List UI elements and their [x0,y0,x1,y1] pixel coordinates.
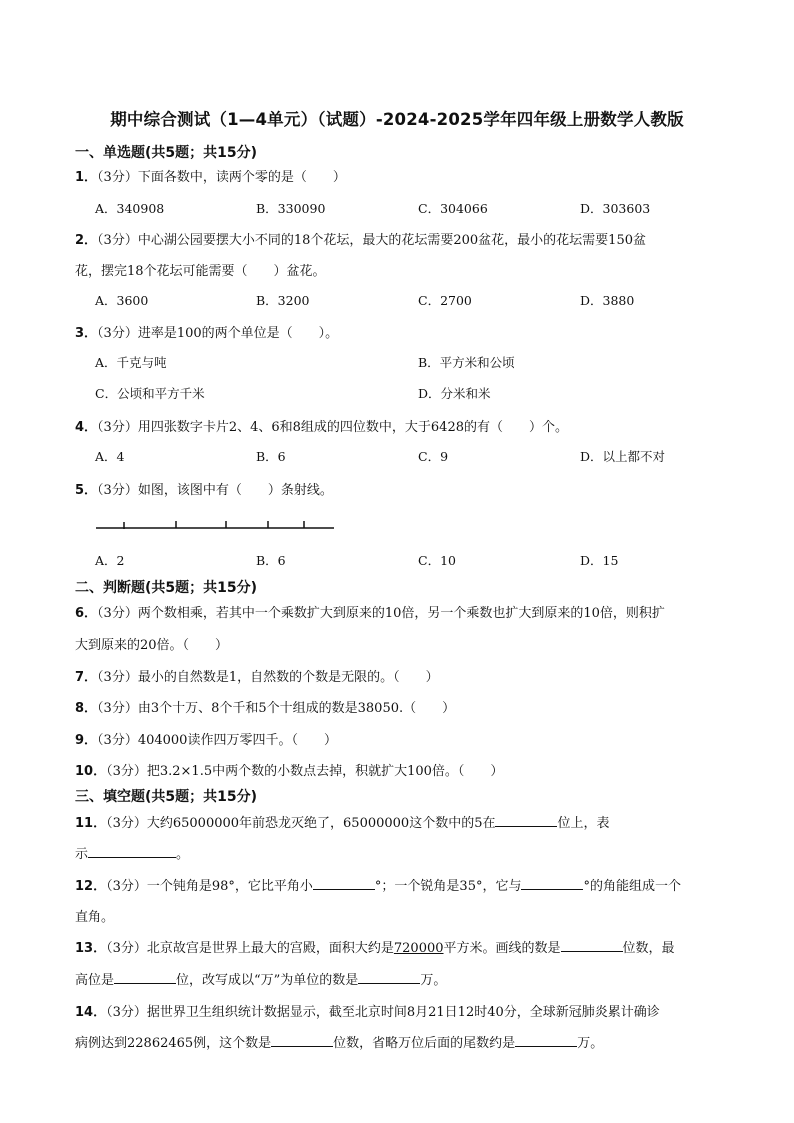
question-number: 8． [75,701,98,716]
question-number: 10． [75,764,107,779]
question-text: （3分）用四张数字卡片2、4、6和8组成的四位数中，大于6428的有（ ）个。 [97,420,568,435]
question-number: 6． [75,606,98,621]
option-c: C．304066 [418,201,488,216]
option-d: D．以上都不对 [580,449,666,464]
question-5 [75,479,333,498]
question-text: °的角能组成一个 [583,879,681,894]
question-text: （3分）如图，该图中有（ ）条射线。 [97,483,333,498]
question-text: 位，改写成以“万”为单位的数是 [176,973,359,988]
question-11 [75,812,610,831]
question-text: °；一个锐角是35°，它与 [374,879,522,894]
question-text: （3分）一个钝角是98°，它比平角小 [106,879,313,894]
question-number: 12． [75,879,107,894]
option-a: A．3600 [95,293,149,308]
question-text: （3分）下面各数中，读两个零的是（ ） [97,170,346,185]
option-d: D．3880 [580,293,635,308]
question-4 [75,416,568,435]
question-number: 9． [75,733,98,748]
question-text: （3分）两个数相乘，若其中一个乘数扩大到原来的10倍，另一个乘数也扩大到原来的10倍，则积扩 [97,606,665,621]
option-b: B．6 [256,553,286,568]
question-14 [75,1001,660,1020]
option-c: C．公顷和平方千米 [95,386,205,401]
option-c: C．9 [418,449,449,464]
question-12 [75,875,681,894]
question-2 [75,229,646,248]
question-text: （3分）把3.2×1.5中两个数的小数点去掉，积就扩大100倍。（ ） [106,764,504,779]
page-title: 期中综合测试（1—4单元）（试题）-2024-2025学年四年级上册数学人教版 [110,110,684,129]
option-b: B．平方米和公顷 [418,355,515,370]
option-d: D．303603 [580,201,651,216]
option-a: A．340908 [95,201,165,216]
question-text: （3分）进率是100的两个单位是（ ）。 [97,326,339,341]
answer-blank[interactable] [88,845,176,858]
option-b: B．330090 [256,201,326,216]
question-text: （3分）中心湖公园要摆大小不同的18个花坛，最大的花坛需要200盆花，最小的花坛需要150盆 [97,233,646,248]
question-text: （3分）北京故宫是世界上最大的宫殿，面积大约是 [106,941,394,956]
question-number: 14． [75,1005,107,1020]
question-number: 3． [75,326,98,341]
question-9 [75,729,337,748]
option-a: A．2 [95,553,125,568]
answer-blank[interactable] [358,971,420,984]
option-c: C．2700 [418,293,472,308]
option-a: A．千克与吨 [95,355,167,370]
question-13-continued [75,969,446,988]
question-text: 。 [176,847,190,862]
question-6-continued: 大到原来的20倍。（ ） [75,638,229,653]
question-number: 11． [75,816,107,831]
question-text: 位数，省略万位后面的尾数约是 [333,1036,516,1051]
question-1 [75,166,346,185]
question-text: 万。 [420,973,447,988]
question-number: 1． [75,170,98,185]
question-text: 万。 [577,1036,604,1051]
question-number: 5． [75,483,98,498]
section-heading-fill-blank: 三、填空题(共5题；共15分) [75,789,258,805]
option-c: C．10 [418,553,456,568]
question-text: （3分）最小的自然数是1，自然数的个数是无限的。（ ） [97,670,439,685]
question-text: 示 [75,847,89,862]
question-14-continued [75,1032,603,1051]
option-d: D．15 [580,553,619,568]
section-heading-true-false: 二、判断题(共5题；共15分) [75,580,258,596]
question-text: 位上，表 [557,816,610,831]
option-d: D．分米和米 [418,386,491,401]
answer-blank[interactable] [495,814,557,827]
ray-figure [92,516,340,536]
answer-blank[interactable] [521,877,583,890]
question-11-continued [75,843,189,862]
answer-blank[interactable] [561,939,623,952]
question-text: （3分）大约65000000年前恐龙灭绝了，65000000这个数中的5在 [106,816,496,831]
answer-blank[interactable] [313,877,375,890]
question-number: 13． [75,941,107,956]
question-number: 4． [75,420,98,435]
question-6 [75,602,665,621]
question-text: 病例达到22862465例，这个数是 [75,1036,272,1051]
question-12-continued: 直角。 [75,910,115,925]
question-text: 高位是 [75,973,115,988]
question-7 [75,666,439,685]
question-10 [75,760,503,779]
option-a: A．4 [95,449,125,464]
question-2-continued: 花，摆完18个花坛可能需要（ ）盆花。 [75,264,326,279]
question-text: 平方米。画线的数是 [443,941,561,956]
underlined-number: 720000 [393,941,444,956]
answer-blank[interactable] [271,1034,333,1047]
answer-blank[interactable] [114,971,176,984]
option-b: B．6 [256,449,286,464]
answer-blank[interactable] [515,1034,577,1047]
option-b: B．3200 [256,293,310,308]
question-text: （3分）据世界卫生组织统计数据显示，截至北京时间8月21日12时40分，全球新冠肺炎累计确诊 [106,1005,660,1020]
question-number: 2． [75,233,98,248]
question-8 [75,697,455,716]
question-3 [75,322,338,341]
question-text: （3分）由3个十万、8个千和5个十组成的数是38050.（ ） [97,701,456,716]
question-number: 7． [75,670,98,685]
question-text: （3分）404000读作四万零四千。（ ） [97,733,337,748]
question-13 [75,937,675,956]
question-text: 位数，最 [622,941,675,956]
section-heading-single-choice: 一、单选题(共5题；共15分) [75,145,258,161]
